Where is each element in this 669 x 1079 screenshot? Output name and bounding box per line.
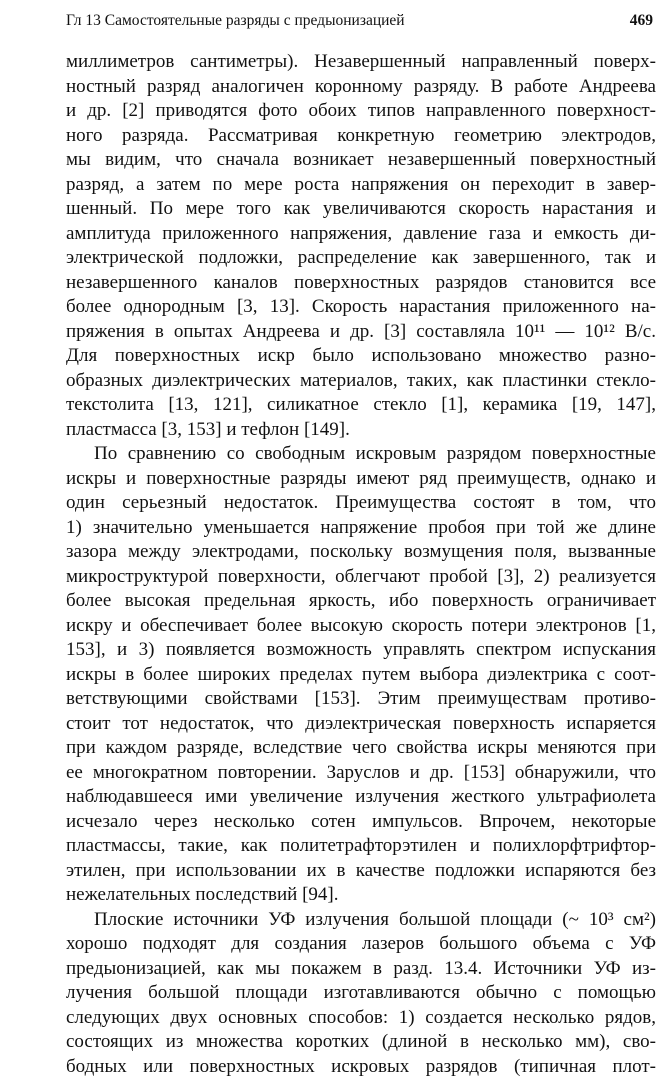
text-line: микроструктурой поверхности, облегчают пробой [3], 2) реализуется: [66, 565, 656, 590]
text-line: наблюдавшееся ими увеличение излучения жесткого ультрафиолета: [66, 785, 656, 810]
text-line: миллиметров сантиметры). Незавершенный направленный поверх-: [66, 50, 656, 75]
text-line: незавершенного каналов поверхностных разрядов становится все: [66, 271, 656, 296]
text-line: пластмассы, такие, как политетрафторэтилен и полихлорфтрифтор-: [66, 834, 656, 859]
running-title: Гл 13 Самостоятельные разряды с предыонизацией: [66, 10, 405, 32]
text-line: Для поверхностных искр было использовано множество разно-: [66, 344, 656, 369]
text-line: состоящих из множества коротких (длиной в несколько мм), сво-: [66, 1030, 656, 1055]
text-line: лучения большой площади изготавливаются обычно с помощью: [66, 981, 656, 1006]
text-line: нежелательных последствий [94].: [66, 883, 656, 908]
running-header: [66, 10, 653, 32]
text-line: электрической подложки, распределение как завершенного, так и: [66, 246, 656, 271]
text-line: ветствующими свойствами [153]. Этим преимуществам противо-: [66, 687, 656, 712]
text-line: хорошо подходят для создания лазеров большого объема с УФ: [66, 932, 656, 957]
text-line: более однородным [3, 13]. Скорость нарастания приложенного на-: [66, 295, 656, 320]
text-line: разряд, а затем по мере роста напряжения он переходит в завер-: [66, 173, 656, 198]
text-line: пряжения в опытах Андреева и др. [3] составляла 10¹¹ — 10¹² В/с.: [66, 320, 656, 345]
text-line: искру и обеспечивает более высокую скорость потери электронов [1,: [66, 614, 656, 639]
paragraph-1: [66, 50, 656, 442]
text-line: ного разряда. Рассматривая конкретную геометрию электродов,: [66, 124, 656, 149]
text-line: образных диэлектрических материалов, таких, как пластинки стекло-: [66, 369, 656, 394]
text-line: 1) значительно уменьшается напряжение пробоя при той же длине: [66, 516, 656, 541]
text-line: предыонизацией, как мы покажем в разд. 13.4. Источники УФ из-: [66, 957, 656, 982]
page-body: [66, 50, 656, 1079]
text-line: Плоские источники УФ излучения большой площади (~ 10³ см²): [66, 908, 656, 933]
paragraph-2: [66, 442, 656, 908]
page-number: 469: [630, 10, 653, 32]
text-line: исчезало через несколько сотен импульсов. Впрочем, некоторые: [66, 810, 656, 835]
text-line: зазора между электродами, поскольку возмущения поля, вызванные: [66, 540, 656, 565]
text-line: 153], и 3) появляется возможность управлять спектром испускания: [66, 638, 656, 663]
text-line: следующих двух основных способов: 1) создается несколько рядов,: [66, 1006, 656, 1031]
text-line: при каждом разряде, вследствие чего свойства искры меняются при: [66, 736, 656, 761]
text-line: По сравнению со свободным искровым разрядом поверхностные: [66, 442, 656, 467]
text-line: ее многократном повторении. Заруслов и др. [153] обнаружили, что: [66, 761, 656, 786]
text-line: этилен, при использовании их в качестве подложки испаряются без: [66, 859, 656, 884]
text-line: стоит тот недостаток, что диэлектрическая поверхность испаряется: [66, 712, 656, 737]
text-line: один серьезный недостаток. Преимущества состоят в том, что: [66, 491, 656, 516]
text-line: бодных или поверхностных искровых разрядов (типичная плот-: [66, 1055, 656, 1079]
text-line: текстолита [13, 121], силикатное стекло [1], керамика [19, 147],: [66, 393, 656, 418]
paragraph-3: [66, 908, 656, 1079]
text-line: ностный разряд аналогичен коронному разряду. В работе Андреева: [66, 75, 656, 100]
text-line: шенный. По мере того как увеличиваются скорость нарастания и: [66, 197, 656, 222]
text-line: пластмасса [3, 153] и тефлон [149].: [66, 418, 656, 443]
text-line: искры и поверхностные разряды имеют ряд преимуществ, однако и: [66, 467, 656, 492]
text-line: амплитуда приложенного напряжения, давление газа и емкость ди-: [66, 222, 656, 247]
text-line: и др. [2] приводятся фото обоих типов направленного поверхност-: [66, 99, 656, 124]
text-line: мы видим, что сначала возникает незавершенный поверхностный: [66, 148, 656, 173]
text-line: искры в более широких пределах путем выбора диэлектрика с соот-: [66, 663, 656, 688]
text-line: более высокая предельная яркость, ибо поверхность ограничивает: [66, 589, 656, 614]
